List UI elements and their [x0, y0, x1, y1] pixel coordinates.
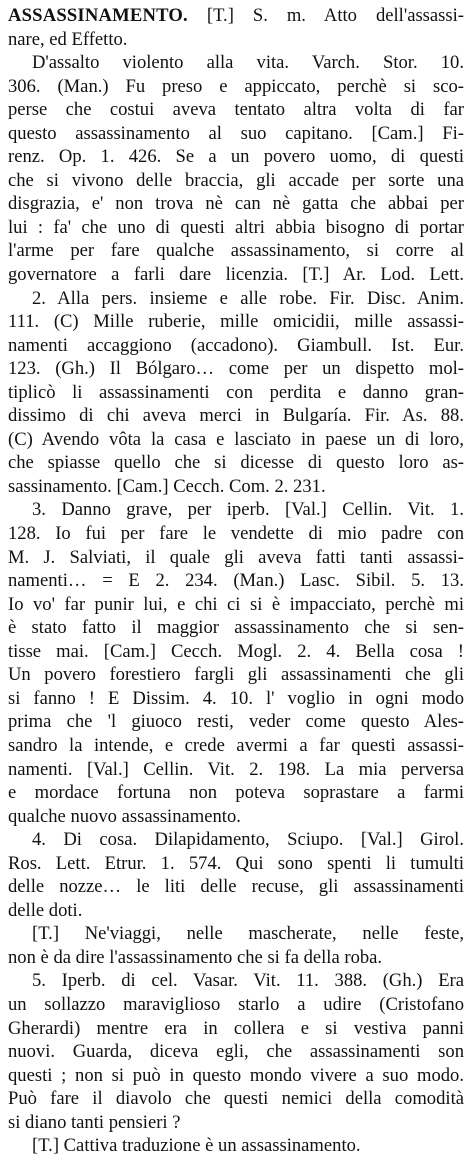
text-line: qualche nuovo assassinamento.	[8, 805, 241, 827]
text-line: questo assassinamento al suo capitano. [Cam.] Fi-	[8, 122, 464, 144]
text-line: 3. Danno grave, per iperb. [Val.] Cellin. Vit. 1.	[32, 499, 464, 521]
text-line: questi ; non si può in questo mondo vivere a suo modo.	[8, 1064, 464, 1086]
text-line: che si vivono delle braccia, gli accade per sorte una	[8, 169, 464, 191]
text-line: tisse mai. [Cam.] Cecch. Mogl. 2. 4. Bella cosa !	[8, 640, 464, 662]
text-line: 4. Di cosa. Dilapidamento, Sciupo. [Val.] Girol.	[32, 829, 464, 851]
text-line: sassinamento. [Cam.] Cecch. Com. 2. 231.	[8, 475, 326, 497]
text-line: Io vo' far punir lui, e chi ci si è impacciato, perchè mi	[8, 593, 464, 615]
text-line: delle doti.	[8, 899, 83, 921]
text-line: disgrazia, e' non trova nè can nè gatta che abbai per	[8, 193, 464, 215]
text-line: sandro la intende, e crede avermi a far questi assassi-	[8, 734, 464, 756]
text-line: 111. (C) Mille ruberie, mille omicidii, mille assassi-	[8, 311, 464, 333]
text-line: dissimo di chi aveva merci in Bulgaría. Fir. As. 88.	[8, 405, 464, 427]
text-line: e mordace fortuna non poteva soprastare a farmi	[8, 782, 464, 804]
text-line: 128. Io fui per fare le vendette di mio padre con	[8, 523, 464, 545]
text-line: l'arme per fare qualche assassinamento, si corre al	[8, 240, 464, 262]
entry-first-line	[8, 4, 464, 28]
text-line: [T.] Cattiva traduzione è un assassinamento.	[32, 1135, 361, 1157]
text-line: delle nozze… le liti delle recuse, gli assassinamenti	[8, 876, 464, 898]
text-line: prima che 'l giuoco resti, veder come questo Ales-	[8, 711, 464, 733]
text-line: si diano tanti pensieri ?	[8, 1111, 181, 1133]
text-line: namenti. [Val.] Cellin. Vit. 2. 198. La mia perversa	[8, 758, 464, 780]
text-line: 5. Iperb. di cel. Vasar. Vit. 11. 388. (Gh.) Era	[32, 970, 464, 992]
text-line: tiplicò li assassinamenti con perdita e danno gran-	[8, 381, 464, 403]
text-line: M. J. Salviati, il quale gli aveva fatti tanti assassi-	[8, 546, 464, 568]
text-line: non è da dire l'assassinamento che si fa della roba.	[8, 946, 383, 968]
text-line: renz. Op. 1. 426. Se a un povero uomo, di questi	[8, 146, 464, 168]
text-line: si fanno ! E Dissim. 4. 10. l' voglio in ogni modo	[8, 687, 464, 709]
text-line: lui : fa' che uno di questi altri abbia bisogno di portar	[8, 216, 464, 238]
text-line: namenti… = E 2. 234. (Man.) Lasc. Sibil. 5. 13.	[8, 570, 464, 592]
text-line: è stato fatto il maggior assassinamento che si sen-	[8, 617, 464, 639]
text-line: Gherardi) mentre era in collera e si vestiva panni	[8, 1017, 464, 1039]
text-line: 2. Alla pers. insieme e alle robe. Fir. Disc. Anim.	[32, 287, 464, 309]
text-line: (C) Avendo vôta la casa e lasciato in paese un di loro,	[8, 428, 464, 450]
text-line: perse che costui aveva tentato altra volta di far	[8, 99, 464, 121]
text-line: che spiasse quello che si dicesse di questo loro as-	[8, 452, 464, 474]
text-line: 123. (Gh.) Il Bólgaro… come per un dispetto mol-	[8, 358, 464, 380]
text-line: un sollazzo maraviglioso starlo a udire (Cristofano	[8, 993, 464, 1015]
text-line: 306. (Man.) Fu preso e appiccato, perchè si sco-	[8, 75, 464, 97]
text-line: namenti accaggiono (accadono). Giambull. Ist. Eur.	[8, 334, 464, 356]
text-line: nare, ed Effetto.	[8, 28, 128, 50]
text-line: [T.] S. m. Atto dell'assassi-	[206, 5, 464, 26]
entry-body	[8, 4, 464, 1158]
text-line: [T.] Ne'viaggi, nelle mascherate, nelle feste,	[32, 923, 464, 945]
text-line: D'assalto violento alla vita. Varch. Stor. 10.	[32, 52, 464, 74]
text-line: nuovi. Guarda, diceva egli, che assassinamenti son	[8, 1041, 464, 1063]
entry-headword: ASSASSINAMENTO.	[8, 5, 188, 26]
text-line: Ros. Lett. Etrur. 1. 574. Qui sono spenti li tumulti	[8, 852, 464, 874]
text-line: governatore a farli dare licenzia. [T.] Ar. Lod. Lett.	[8, 264, 464, 286]
text-line: Un povero forestiero fargli gli assassinamenti che gli	[8, 664, 464, 686]
text-line: Può fare il diavolo che questi nemici della comodità	[8, 1088, 464, 1110]
